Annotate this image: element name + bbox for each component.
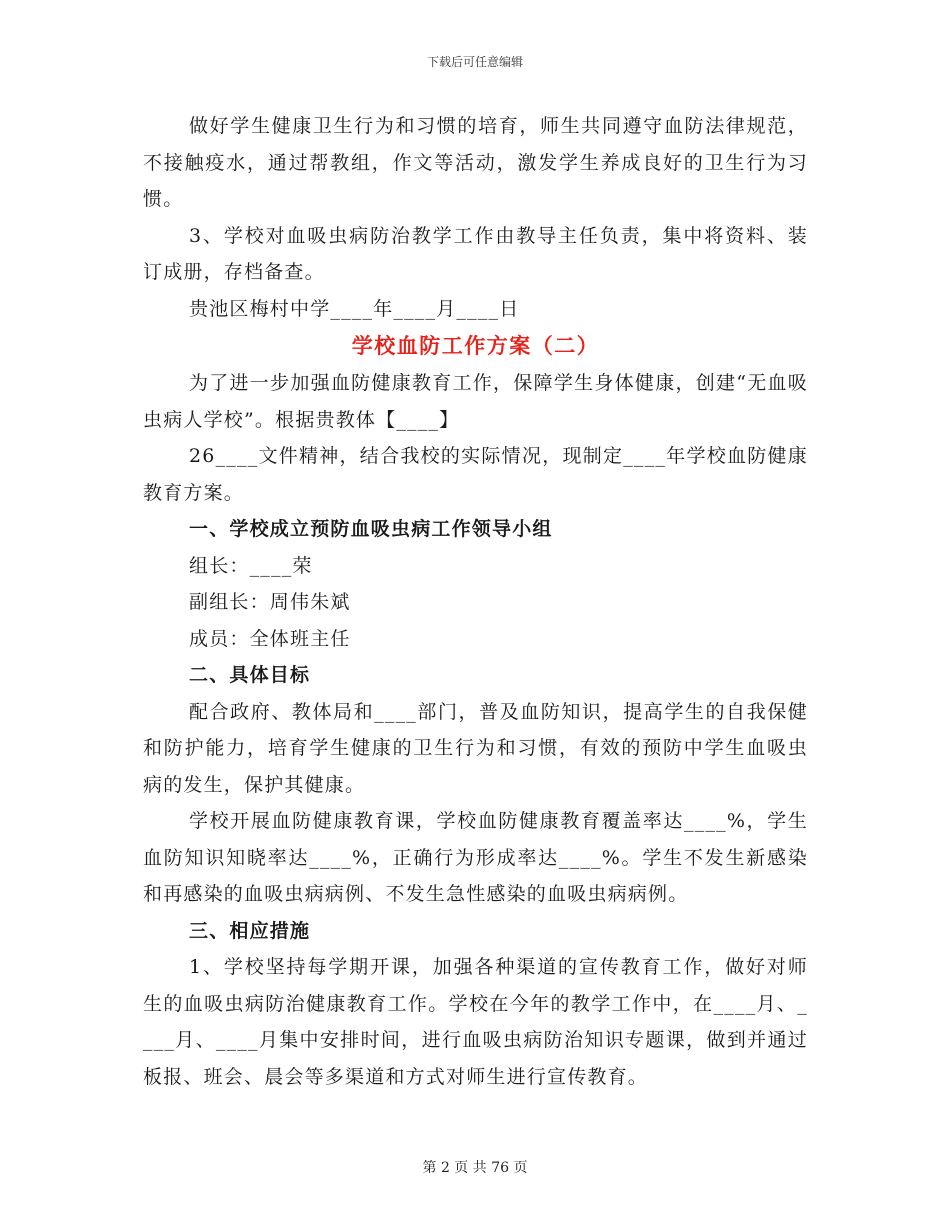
document-body bbox=[143, 108, 808, 1095]
paragraph-measure-1: 1、学校坚持每学期开课，加强各种渠道的宣传教育工作，做好对师生的血吸虫病防治健康教育工作。学校在今年的教学工作中，在____月、____月、____月集中安排时间，进行血吸虫病防治知识专题课，做到并通过板报、班会、晨会等多渠道和方式对师生进行宣传教育。 bbox=[143, 956, 808, 1088]
heading-measures: 三、相应措施 bbox=[189, 919, 311, 942]
paragraph-members: 成员：全体班主任 bbox=[189, 627, 351, 650]
paragraph-intro-continued: 26____文件精神，结合我校的实际情况，现制定____年学校血防健康教育方案。 bbox=[143, 445, 808, 504]
paragraph-deputy-leader: 副组长：周伟朱斌 bbox=[189, 591, 351, 613]
page-number: 第 2 页 共 76 页 bbox=[422, 1160, 528, 1176]
paragraph-hygiene-habits: 做好学生健康卫生行为和习惯的培育，师生共同遵守血防法律规范，不接触疫水，通过帮教组，作文等活动，激发学生养成良好的卫生行为习惯。 bbox=[143, 115, 808, 210]
paragraph-item-3: 3、学校对血吸虫病防治教学工作由教导主任负责，集中将资料、装订成册，存档备查。 bbox=[143, 224, 808, 283]
paragraph-intro: 为了进一步加强血防健康教育工作，保障学生身体健康，创建“无血吸虫病人学校”。根据贵教体【____】 bbox=[143, 372, 808, 431]
paragraph-group-leader: 组长：____荣 bbox=[189, 554, 313, 577]
heading-leadership-group: 一、学校成立预防血吸虫病工作领导小组 bbox=[189, 518, 553, 540]
paragraph-signature-date: 贵池区梅村中学____年____月____日 bbox=[189, 297, 520, 320]
paragraph-goals-1: 配合政府、教体局和____部门，普及血防知识，提高学生的自我保健和防护能力，培育学生健康的卫生行为和习惯，有效的预防中学生血吸虫病的发生，保护其健康。 bbox=[143, 700, 808, 796]
paragraph-goals-2: 学校开展血防健康教育课，学校血防健康教育覆盖率达____%，学生血防知识知晓率达____%，正确行为形成率达____%。学生不发生新感染和再感染的血吸虫病病例、不发生急性感染的血吸虫病病例。 bbox=[143, 810, 808, 905]
header-note: 下载后可任意编辑 bbox=[426, 55, 523, 69]
section-title: 学校血防工作方案（二） bbox=[351, 333, 600, 358]
heading-specific-goals: 二、具体目标 bbox=[189, 664, 311, 686]
